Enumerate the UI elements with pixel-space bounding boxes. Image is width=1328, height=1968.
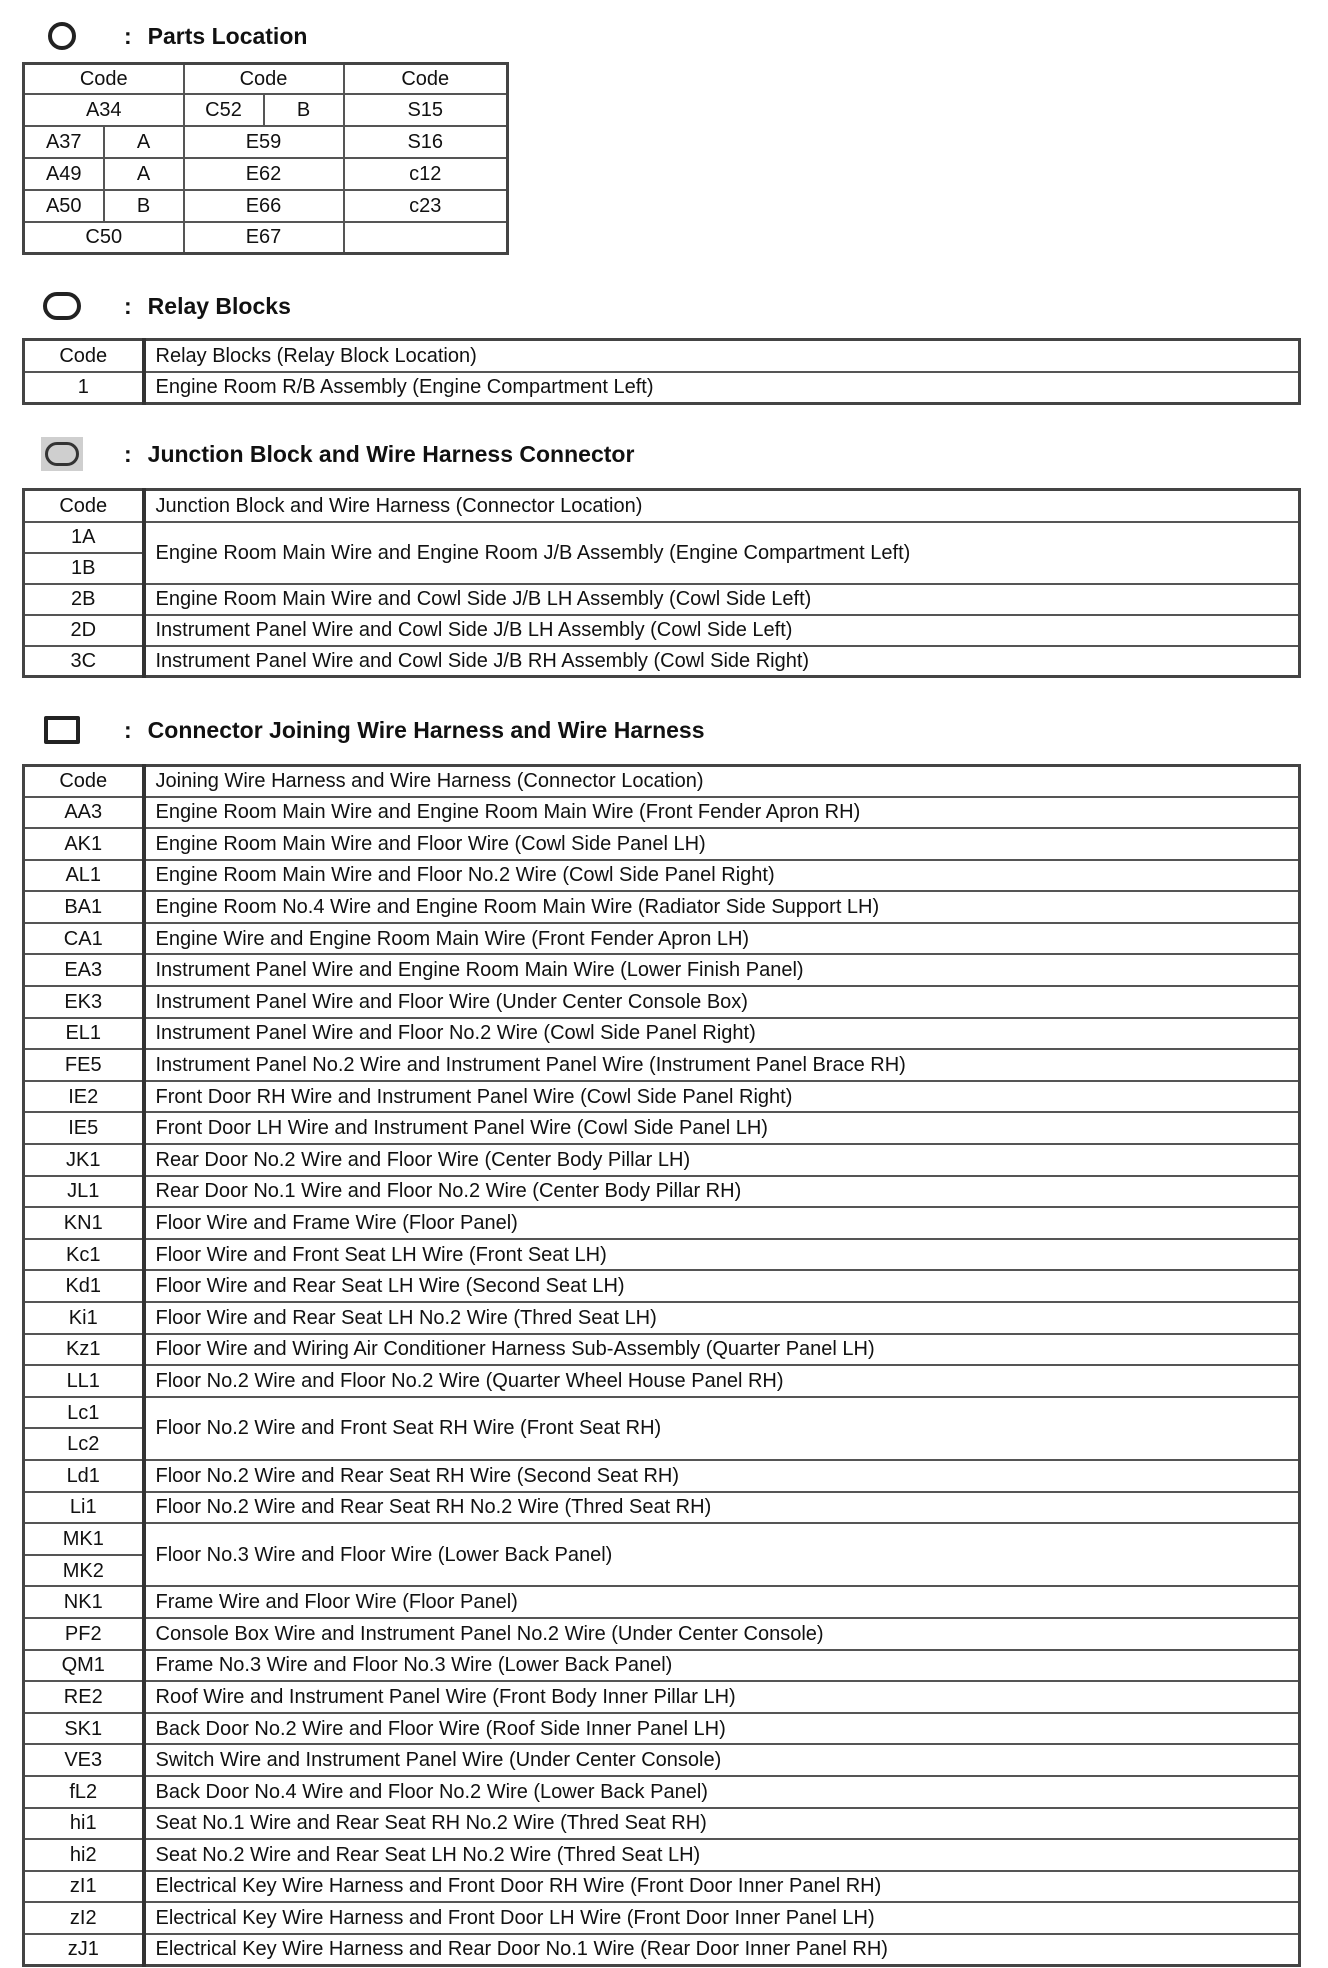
table-row [24, 1681, 1300, 1713]
description-cell: Engine Room Main Wire and Engine Room J/B Assembly (Engine Compartment Left) [144, 522, 1300, 584]
code-cell: 2D [24, 615, 144, 646]
code-cell: E62 [184, 158, 344, 190]
square-symbol-icon [40, 713, 84, 747]
description-cell: Floor Wire and Frame Wire (Floor Panel) [144, 1207, 1300, 1239]
code-suffix-cell: A [104, 126, 184, 158]
table-row [24, 1744, 1300, 1776]
code-cell: EA3 [24, 954, 144, 986]
table-row [24, 1112, 1300, 1144]
description-cell: Instrument Panel Wire and Engine Room Main Wire (Lower Finish Panel) [144, 954, 1300, 986]
description-cell: Floor No.2 Wire and Rear Seat RH No.2 Wire (Thred Seat RH) [144, 1492, 1300, 1524]
description-cell: Front Door LH Wire and Instrument Panel Wire (Cowl Side Panel LH) [144, 1112, 1300, 1144]
table-row [24, 1207, 1300, 1239]
table-row [24, 1871, 1300, 1903]
relay-blocks-table [22, 338, 1301, 405]
table-row [24, 1934, 1300, 1966]
description-cell: Instrument Panel No.2 Wire and Instrument Panel Wire (Instrument Panel Brace RH) [144, 1049, 1300, 1081]
table-row [24, 1144, 1300, 1176]
description-cell: Floor No.2 Wire and Front Seat RH Wire (Front Seat RH) [144, 1397, 1300, 1460]
table-row [24, 1586, 1300, 1618]
table-row [24, 891, 1300, 923]
table-row [24, 158, 508, 190]
parts-location-heading [40, 16, 307, 56]
code-cell: Ki1 [24, 1302, 144, 1334]
colon: : [124, 440, 132, 467]
code-cell: c12 [344, 158, 508, 190]
connector-joining-heading [40, 710, 705, 750]
circle-symbol-icon [40, 19, 84, 53]
code-suffix-cell: A [104, 158, 184, 190]
code-cell: JK1 [24, 1144, 144, 1176]
table-row [24, 986, 1300, 1018]
description-cell: Electrical Key Wire Harness and Rear Door No.1 Wire (Rear Door Inner Panel RH) [144, 1934, 1300, 1966]
code-cell: IE5 [24, 1112, 144, 1144]
code-cell: JL1 [24, 1176, 144, 1208]
table-row [24, 1618, 1300, 1650]
shaded-rounded-rectangle-symbol-icon [40, 437, 84, 471]
description-cell: Back Door No.2 Wire and Floor Wire (Roof Side Inner Panel LH) [144, 1713, 1300, 1745]
table-row [24, 1902, 1300, 1934]
description-cell: Floor No.3 Wire and Floor Wire (Lower Back Panel) [144, 1523, 1300, 1586]
junction-block-table [22, 488, 1301, 678]
colon: : [124, 716, 132, 743]
column-header-description: Joining Wire Harness and Wire Harness (Connector Location) [144, 766, 1300, 797]
code-cell: EL1 [24, 1018, 144, 1050]
table-row [24, 372, 1300, 404]
code-cell: AL1 [24, 860, 144, 892]
description-cell: Instrument Panel Wire and Cowl Side J/B RH Assembly (Cowl Side Right) [144, 646, 1300, 677]
description-cell: Rear Door No.1 Wire and Floor No.2 Wire (Center Body Pillar RH) [144, 1176, 1300, 1208]
code-cell: 2B [24, 584, 144, 615]
table-row [24, 1650, 1300, 1682]
description-cell: Electrical Key Wire Harness and Front Door RH Wire (Front Door Inner Panel RH) [144, 1871, 1300, 1903]
description-cell: Floor Wire and Rear Seat LH Wire (Second Seat LH) [144, 1270, 1300, 1302]
code-cell [344, 222, 508, 254]
table-row [24, 1523, 1300, 1555]
code-cell: EK3 [24, 986, 144, 1018]
description-cell: Floor Wire and Rear Seat LH No.2 Wire (Thred Seat LH) [144, 1302, 1300, 1334]
section-title: Connector Joining Wire Harness and Wire Harness [147, 716, 705, 743]
code-cell: Lc2 [24, 1428, 144, 1460]
code-cell: A37 [24, 126, 104, 158]
code-cell: S16 [344, 126, 508, 158]
code-cell: AA3 [24, 797, 144, 829]
table-row [24, 828, 1300, 860]
description-cell: Instrument Panel Wire and Floor No.2 Wire (Cowl Side Panel Right) [144, 1018, 1300, 1050]
code-cell: Ld1 [24, 1460, 144, 1492]
table-header-row [24, 340, 1300, 372]
description-cell: Engine Wire and Engine Room Main Wire (Front Fender Apron LH) [144, 923, 1300, 955]
code-cell: KN1 [24, 1207, 144, 1239]
code-cell: BA1 [24, 891, 144, 923]
code-cell: A34 [24, 94, 184, 126]
table-row [24, 522, 1300, 553]
section-title: Relay Blocks [147, 292, 291, 319]
description-cell: Switch Wire and Instrument Panel Wire (Under Center Console) [144, 1744, 1300, 1776]
table-header-row [24, 64, 508, 94]
description-cell: Console Box Wire and Instrument Panel No.2 Wire (Under Center Console) [144, 1618, 1300, 1650]
code-cell: MK1 [24, 1523, 144, 1555]
description-cell: Seat No.1 Wire and Rear Seat RH No.2 Wire (Thred Seat RH) [144, 1808, 1300, 1840]
table-row [24, 1176, 1300, 1208]
column-header: Code [344, 64, 508, 94]
table-row [24, 94, 508, 126]
code-suffix-cell: B [264, 94, 344, 126]
code-cell: VE3 [24, 1744, 144, 1776]
code-cell: SK1 [24, 1713, 144, 1745]
code-cell: 1A [24, 522, 144, 553]
code-cell: Li1 [24, 1492, 144, 1524]
code-cell: hi2 [24, 1839, 144, 1871]
description-cell: Seat No.2 Wire and Rear Seat LH No.2 Wire (Thred Seat LH) [144, 1839, 1300, 1871]
table-row [24, 1365, 1300, 1397]
description-cell: Back Door No.4 Wire and Floor No.2 Wire (Lower Back Panel) [144, 1776, 1300, 1808]
table-row [24, 860, 1300, 892]
connector-joining-table [22, 764, 1301, 1967]
code-cell: E66 [184, 190, 344, 222]
table-row [24, 126, 508, 158]
column-header-code: Code [24, 766, 144, 797]
description-cell: Floor Wire and Front Seat LH Wire (Front Seat LH) [144, 1239, 1300, 1271]
table-row [24, 1492, 1300, 1524]
code-cell: Kc1 [24, 1239, 144, 1271]
table-row [24, 1049, 1300, 1081]
table-row [24, 190, 508, 222]
table-row [24, 797, 1300, 829]
junction-block-heading [40, 434, 634, 474]
description-cell: Engine Room Main Wire and Engine Room Main Wire (Front Fender Apron RH) [144, 797, 1300, 829]
description-cell: Roof Wire and Instrument Panel Wire (Front Body Inner Pillar LH) [144, 1681, 1300, 1713]
description-cell: Floor No.2 Wire and Rear Seat RH Wire (Second Seat RH) [144, 1460, 1300, 1492]
table-row [24, 1270, 1300, 1302]
code-cell: hi1 [24, 1808, 144, 1840]
code-cell: E67 [184, 222, 344, 254]
table-row [24, 1713, 1300, 1745]
column-header: Code [184, 64, 344, 94]
code-cell: CA1 [24, 923, 144, 955]
description-cell: Instrument Panel Wire and Cowl Side J/B LH Assembly (Cowl Side Left) [144, 615, 1300, 646]
table-header-row [24, 490, 1300, 522]
table-row [24, 1081, 1300, 1113]
code-cell: 3C [24, 646, 144, 677]
description-cell: Electrical Key Wire Harness and Front Door LH Wire (Front Door Inner Panel LH) [144, 1902, 1300, 1934]
code-cell: zI1 [24, 1871, 144, 1903]
column-header-code: Code [24, 340, 144, 372]
table-row [24, 954, 1300, 986]
description-cell: Instrument Panel Wire and Floor Wire (Under Center Console Box) [144, 986, 1300, 1018]
section-title: Junction Block and Wire Harness Connector [147, 440, 635, 467]
table-header-row [24, 766, 1300, 797]
column-header-description: Junction Block and Wire Harness (Connector Location) [144, 490, 1300, 522]
table-row [24, 1302, 1300, 1334]
description-cell: Floor Wire and Wiring Air Conditioner Harness Sub-Assembly (Quarter Panel LH) [144, 1334, 1300, 1366]
code-cell: A49 [24, 158, 104, 190]
description-cell: Rear Door No.2 Wire and Floor Wire (Center Body Pillar LH) [144, 1144, 1300, 1176]
code-cell: fL2 [24, 1776, 144, 1808]
description-cell: Engine Room Main Wire and Floor No.2 Wire (Cowl Side Panel Right) [144, 860, 1300, 892]
table-row [24, 923, 1300, 955]
table-row [24, 222, 508, 254]
code-cell: LL1 [24, 1365, 144, 1397]
description-cell: Engine Room No.4 Wire and Engine Room Main Wire (Radiator Side Support LH) [144, 891, 1300, 923]
code-cell: NK1 [24, 1586, 144, 1618]
code-cell: Kz1 [24, 1334, 144, 1366]
code-cell: Lc1 [24, 1397, 144, 1429]
description-cell: Engine Room Main Wire and Cowl Side J/B LH Assembly (Cowl Side Left) [144, 584, 1300, 615]
code-cell: C50 [24, 222, 184, 254]
code-cell: S15 [344, 94, 508, 126]
code-cell: 1B [24, 553, 144, 584]
colon: : [124, 292, 132, 319]
colon: : [124, 22, 132, 49]
table-row [24, 1460, 1300, 1492]
code-cell: c23 [344, 190, 508, 222]
code-cell: PF2 [24, 1618, 144, 1650]
table-row [24, 1334, 1300, 1366]
code-cell: E59 [184, 126, 344, 158]
description-cell: Engine Room Main Wire and Floor Wire (Cowl Side Panel LH) [144, 828, 1300, 860]
code-cell: A50 [24, 190, 104, 222]
table-row [24, 1239, 1300, 1271]
code-cell: zI2 [24, 1902, 144, 1934]
relay-blocks-heading [40, 286, 291, 326]
parts-location-table [22, 62, 509, 255]
code-cell: zJ1 [24, 1934, 144, 1966]
column-header-description: Relay Blocks (Relay Block Location) [144, 340, 1300, 372]
table-row [24, 1397, 1300, 1429]
code-cell: IE2 [24, 1081, 144, 1113]
description-cell: Front Door RH Wire and Instrument Panel Wire (Cowl Side Panel Right) [144, 1081, 1300, 1113]
rounded-rectangle-symbol-icon [40, 289, 84, 323]
code-cell: FE5 [24, 1049, 144, 1081]
description-cell: Engine Room R/B Assembly (Engine Compartment Left) [144, 372, 1300, 404]
table-row [24, 1808, 1300, 1840]
section-title: Parts Location [147, 22, 308, 49]
table-row [24, 615, 1300, 646]
code-suffix-cell: B [104, 190, 184, 222]
table-row [24, 1839, 1300, 1871]
table-row [24, 1776, 1300, 1808]
description-cell: Frame No.3 Wire and Floor No.3 Wire (Lower Back Panel) [144, 1650, 1300, 1682]
code-cell: QM1 [24, 1650, 144, 1682]
table-row [24, 584, 1300, 615]
table-row [24, 1018, 1300, 1050]
column-header: Code [24, 64, 184, 94]
code-cell: MK2 [24, 1555, 144, 1587]
description-cell: Frame Wire and Floor Wire (Floor Panel) [144, 1586, 1300, 1618]
description-cell: Floor No.2 Wire and Floor No.2 Wire (Quarter Wheel House Panel RH) [144, 1365, 1300, 1397]
code-cell: 1 [24, 372, 144, 404]
table-row [24, 646, 1300, 677]
column-header-code: Code [24, 490, 144, 522]
code-cell: AK1 [24, 828, 144, 860]
code-cell: RE2 [24, 1681, 144, 1713]
code-cell: Kd1 [24, 1270, 144, 1302]
code-cell: C52 [184, 94, 264, 126]
